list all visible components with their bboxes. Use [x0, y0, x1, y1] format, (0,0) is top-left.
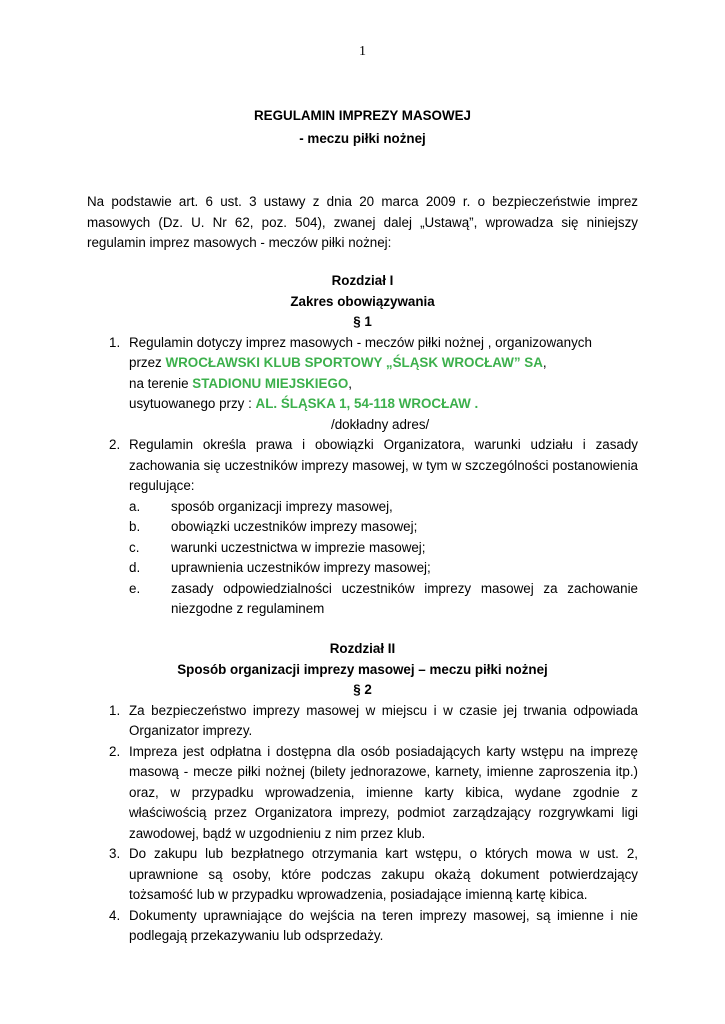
point-2-text: Regulamin określa prawa i obowiązki Organizatora, warunki udziału i zasady zachowania się uczestników imprezy masowej, w tym w szczególności postanowienia regulujące: [129, 437, 638, 493]
section-2-mark: § 2 [353, 682, 372, 697]
list-item-text: uprawnienia uczestników imprezy masowej; [171, 560, 431, 575]
list-item-text: zasady odpowiedzialności uczestników imprezy masowej za zachowanie niezgodne z regulaminem [171, 580, 638, 616]
list-letter: a. [129, 498, 141, 514]
chapter-1 [87, 271, 638, 620]
point-1-line-1: Regulamin dotyczy imprez masowych - meczów piłki nożnej , organizowanych [129, 334, 592, 350]
point-number: 1. [109, 702, 121, 718]
text-prefix: przez [129, 355, 166, 370]
text-suffix: , [348, 375, 353, 391]
list-item [87, 558, 638, 579]
intro-paragraph: Na podstawie art. 6 ust. 3 ustawy z dnia 20 marca 2009 r. o bezpieczeństwie imprez masowych (Dz. U. Nr 62, poz. 504), zwanej dalej „Ustawą”, wprowadza się niniejszy regulamin imprez masowych - meczów piłki nożnej: [87, 194, 638, 250]
point-number: 2. [109, 743, 121, 759]
point-text: Za bezpieczeństwo imprezy masowej w miejscu i w czasie jej trwania odpowiada Organizator imprezy. [129, 702, 638, 738]
chapter-2 [87, 639, 638, 947]
section-1-point-1 [87, 333, 638, 436]
text-prefix: usytuowanego przy : [129, 396, 256, 411]
point-text: Impreza jest odpłatna i dostępna dla osób posiadających karty wstępu na imprezę masową - mecze piłki nożnej (bilety jednorazowe, karnety, imienne zaproszenia itp.) oraz, w przypadku wprowadzenia, imienne karty kibica, wydane zgodnie z właściwością przez Organizatora imprezy, podmiot zarządzający rozgrywkami ligi zawodowej, bądź w uzgodnieniu z nim przez klub. [129, 743, 638, 841]
chapter-1-name: Zakres obowiązywania [290, 293, 435, 309]
list-letter: b. [129, 519, 141, 534]
list-item-text: warunki uczestnictwa w imprezie masowej; [171, 539, 426, 555]
list-item-text: obowiązki uczestników imprezy masowej; [171, 519, 418, 534]
point-number: 4. [109, 907, 121, 923]
list-item [87, 538, 638, 559]
section-2-point-2 [87, 742, 638, 845]
point-1-line-3 [129, 374, 638, 395]
point-text: Dokumenty uprawniające do wejścia na teren imprezy masowej, są imienne i nie podlegają przekazywaniu lub odsprzedaży. [129, 907, 638, 943]
stadium-address: AL. ŚLĄSKA 1, 54-118 WROCŁAW . [255, 396, 479, 411]
section-1-mark: § 1 [353, 314, 372, 329]
list-letter: d. [129, 560, 141, 575]
document-subtitle: - meczu piłki nożnej [299, 131, 426, 146]
section-2-point-4 [87, 906, 638, 947]
section-2-point-1 [87, 701, 638, 742]
point-text: Do zakupu lub bezpłatnego otrzymania kart wstępu, o których mowa w ust. 2, uprawnione są osoby, które podczas zakupu okażą dokument potwierdzający tożsamość lub w przypadku wprowadzenia, posiadające imienną kartę kibica. [129, 846, 638, 902]
club-name: WROCŁAWSKI KLUB SPORTOWY „ŚLĄSK WROCŁAW” SA [165, 355, 543, 370]
list-item [87, 579, 638, 620]
address-note: /dokładny adres/ [331, 416, 430, 432]
point-number: 1. [109, 334, 121, 350]
document-title: REGULAMIN IMPREZY MASOWEJ [254, 108, 471, 123]
list-item [87, 497, 638, 518]
section-1-point-2 [87, 435, 638, 497]
list-item [87, 517, 638, 538]
text-suffix: , [542, 355, 547, 370]
section-2-point-3 [87, 844, 638, 906]
list-item-text: sposób organizacji imprezy masowej, [171, 498, 393, 514]
chapter-2-name: Sposób organizacji imprezy masowej – meczu piłki nożnej [177, 661, 548, 677]
point-1-line-4 [129, 394, 638, 415]
stadium-name: STADIONU MIEJSKIEGO [192, 375, 349, 391]
text-prefix: na terenie [129, 375, 193, 391]
list-letter: c. [129, 539, 140, 555]
chapter-1-heading: Rozdział I [331, 273, 394, 288]
point-1-line-2 [129, 353, 638, 374]
page-number: 1 [359, 44, 366, 59]
list-letter: e. [129, 580, 141, 596]
point-number: 2. [109, 437, 121, 452]
point-number: 3. [109, 846, 121, 861]
chapter-2-heading: Rozdział II [329, 641, 396, 656]
